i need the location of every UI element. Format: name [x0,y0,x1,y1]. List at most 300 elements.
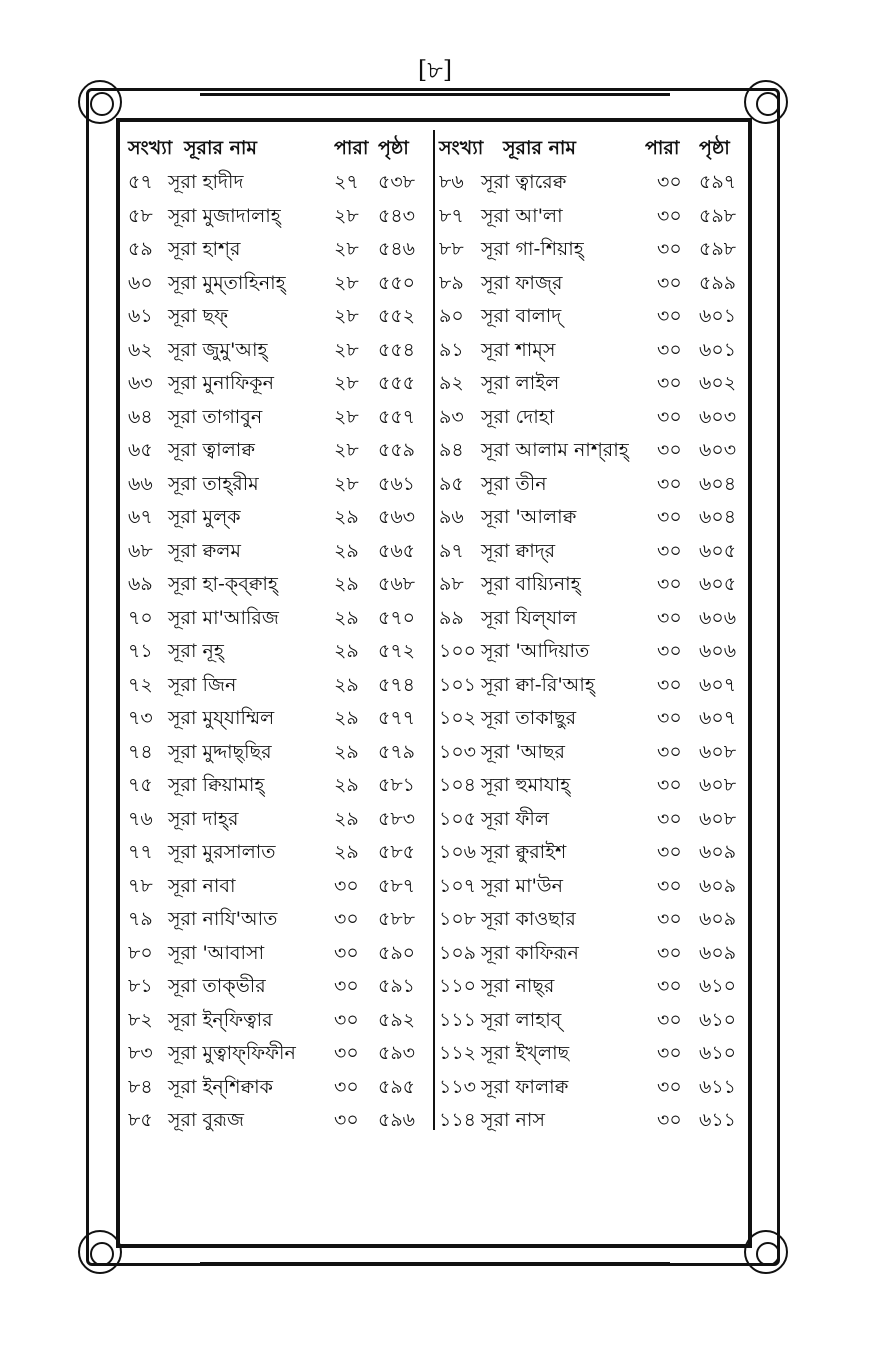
table-body [437,166,737,1138]
para-number: ৩০ [657,405,682,428]
surah-name: সূরা মুজাদালাহ্ [168,204,281,227]
surah-name: সূরা মুল্‌ক [168,506,241,528]
surah-number: ৭২ [128,673,153,696]
surah-name: সূরা ইখ্‌লাছ [481,1042,570,1064]
table-row [122,903,422,937]
surah-number: ৯৫ [439,472,464,495]
table-row [122,300,422,334]
surah-name: সূরা ক্বাদ্‌র [481,539,556,562]
table-row [122,501,422,535]
surah-name: সূরা ইন্‌শিক্বাক [168,1075,273,1098]
table-row [437,937,737,971]
para-number: ২৯ [334,673,359,696]
surah-name: সূরা শাম্‌স [481,338,556,361]
page-number-cell: ৫৪৩ [378,204,416,227]
table-row [122,602,422,636]
surah-name: সূরা তীন [481,472,547,495]
surah-number: ৮৮ [439,238,464,260]
table-row [437,535,737,569]
surah-number: ৭৮ [128,874,153,897]
page-number-cell: ৫৯২ [378,1008,416,1031]
para-number: ৩০ [334,1109,359,1131]
page-number-cell: ৬০৭ [699,707,737,729]
header-name: সূরার নাম [503,137,576,159]
page-number-cell: ৬০৯ [699,908,737,930]
para-number: ৩০ [657,841,682,863]
page-number-cell: ৫৮১ [378,774,415,796]
para-number: ২৮ [334,405,359,428]
corner-ornament-top-left [78,80,122,124]
surah-number: ১০৯ [439,941,477,964]
para-number: ৩০ [334,1008,359,1031]
para-number: ২৮ [334,305,359,327]
surah-name: সূরা নাছ্‌র [481,975,555,997]
surah-number: ৭১ [128,640,153,662]
para-number: ৩০ [657,573,682,595]
table-row [122,769,422,803]
page-number-cell: ৫৬৫ [378,539,416,562]
surah-name: সূরা কাওছার [481,908,576,930]
surah-name: সূরা ত্বারেক্ব [481,171,567,193]
surah-number: ৯৯ [439,606,464,629]
para-number: ২৮ [334,204,359,227]
para-number: ২৯ [334,740,359,763]
para-number: ৩০ [334,975,359,997]
surah-name: সূরা ফাজ্‌র [481,271,563,294]
surah-number: ৬৭ [128,506,153,528]
table-row [437,568,737,602]
page-number-cell: ৫৫৭ [378,405,416,428]
surah-number: ৭০ [128,606,153,629]
surah-number: ৯০ [439,305,464,327]
table-row [437,970,737,1004]
page-number-cell: ৬০৮ [699,774,737,796]
table-right-column [437,130,737,1138]
surah-name: সূরা জিন [168,673,237,696]
surah-number: ৬৫ [128,439,153,461]
bottom-ornament [200,1252,670,1265]
table-row [122,836,422,870]
header-para: পারা [645,137,680,159]
table-row [437,233,737,267]
table-row [437,702,737,736]
table-row [437,434,737,468]
surah-name: সূরা কাফিরূন [481,941,579,964]
para-number: ৩০ [657,305,682,327]
page-number-cell: ৫৪৬ [378,238,416,260]
table-row [437,602,737,636]
surah-number: ১১৩ [439,1075,477,1098]
surah-name: সূরা নাবা [168,874,236,897]
surah-number: ৫৭ [128,171,153,193]
para-number: ২৯ [334,707,359,729]
page-number-cell: ৫৯৮ [699,204,736,227]
para-number: ২৮ [334,472,359,495]
para-number: ৩০ [657,941,682,964]
surah-number: ৮৬ [439,171,464,193]
table-row [437,736,737,770]
surah-name: সূরা ত্বালাক্ব [168,439,255,461]
para-number: ৩০ [657,975,682,997]
table-row [122,1104,422,1138]
surah-number: ১১১ [439,1008,476,1031]
surah-name: সূরা মুরসালাত [168,841,276,863]
surah-number: ৯৭ [439,539,464,562]
page-number-cell: ৫৮৩ [378,807,416,830]
surah-number: ১০১ [439,673,477,696]
para-number: ৩০ [334,874,359,897]
para-number: ৩০ [657,271,682,294]
surah-number: ৮৭ [439,204,464,227]
page-number-cell: ৫৬৩ [378,506,416,528]
surah-number: ৬৮ [128,539,153,562]
para-number: ২৮ [334,439,359,461]
para-number: ৩০ [657,204,682,227]
para-number: ৩০ [657,238,682,260]
page-number-cell: ৬০৩ [699,405,737,428]
page-number-cell: ৫৭০ [378,606,416,629]
surah-number: ৮৯ [439,271,464,294]
surah-number: ৬২ [128,338,153,361]
para-number: ৩০ [657,171,682,193]
para-number: ৩০ [334,908,359,930]
surah-number: ৯৪ [439,439,464,461]
page-number-cell: ৫৫২ [378,305,416,327]
page-number-cell: ৫৯৫ [378,1075,415,1098]
page-number: [৮] [417,56,453,84]
page-number-cell: ৫৫০ [378,271,416,294]
para-number: ২৯ [334,640,359,662]
para-number: ৩০ [657,338,682,361]
table-row [437,635,737,669]
page-number-cell: ৬১০ [699,1008,737,1031]
corner-ornament-bottom-right [744,1230,788,1274]
para-number: ২৯ [334,606,359,629]
table-row [122,233,422,267]
page-number-cell: ৬০৯ [699,874,737,897]
page-number-cell: ৫৯১ [378,975,415,997]
surah-name: সূরা যিল্‌যাল [481,606,577,629]
table-row [122,401,422,435]
surah-name: সূরা মুত্বাফ্‌ফিফীন [168,1042,296,1064]
page-number-cell: ৬০৭ [699,673,737,696]
page-number-cell: ৬০৫ [699,539,737,562]
surah-number: ৬৪ [128,405,153,428]
surah-name: সূরা আলাম নাশ্‌রাহ্ [481,439,629,461]
para-number: ২৮ [334,238,359,260]
surah-name: সূরা দোহা [481,405,555,428]
surah-number: ৯৮ [439,573,464,595]
table-row [122,1071,422,1105]
surah-number: ৭৫ [128,774,153,796]
surah-name: সূরা মুদ্দাছ্‌ছির [168,740,272,763]
surah-number: ১০৮ [439,908,477,930]
surah-name: সূরা হাশ্‌র [168,238,241,260]
para-number: ২৮ [334,338,359,361]
corner-ornament-bottom-left [78,1230,122,1274]
surah-name: সূরা লাহাব্ [481,1008,562,1031]
surah-number: ৭৪ [128,740,153,763]
table-row [122,1004,422,1038]
surah-name: সূরা হা-ক্ব্ক্বাহ্ [168,573,278,595]
page-number-cell: ৬০৮ [699,807,737,830]
table-row [122,434,422,468]
page-number-cell: ৫৭৪ [378,673,416,696]
table-header [122,130,422,166]
table-row [122,635,422,669]
surah-number: ১০৪ [439,774,477,796]
page-number-cell: ৬০৪ [699,472,737,495]
surah-name: সূরা ছফ্ [168,305,228,327]
surah-name: সূরা হুমাযাহ্ [481,774,571,796]
table-row [122,267,422,301]
surah-number: ৫৮ [128,204,153,227]
surah-number: ৭৯ [128,908,153,930]
surah-name: সূরা মুম্‌তাহিনাহ্ [168,271,286,294]
surah-name: সূরা হাদীদ [168,171,244,193]
surah-name: সূরা আ'লা [481,204,563,227]
surah-number: ৭৩ [128,707,153,729]
table-row [437,669,737,703]
page-number-cell: ৫৫৯ [378,439,415,461]
page-number-cell: ৫৯৯ [699,271,736,294]
surah-name: সূরা লাইল [481,372,560,394]
table-row [437,300,737,334]
para-number: ৩০ [657,1075,682,1098]
page-number-cell: ৫৭৭ [378,707,416,729]
surah-name: সূরা 'আবাসা [168,941,265,964]
para-number: ২৯ [334,807,359,830]
table-row [437,803,737,837]
header-para: পারা [334,137,369,159]
surah-number: ৯৬ [439,506,464,528]
table-row [437,836,737,870]
surah-name: সূরা 'আছর [481,740,565,763]
para-number: ২৯ [334,841,359,863]
page-number-cell: ৬১০ [699,975,737,997]
surah-name: সূরা নাস [481,1109,545,1131]
table-row [437,334,737,368]
table-row [122,702,422,736]
surah-name: সূরা নাযি'আত [168,908,278,930]
table-row [437,1037,737,1071]
table-row [437,1104,737,1138]
table-row [437,769,737,803]
surah-number: ৬৩ [128,372,153,394]
table-row [122,669,422,703]
table-body [122,166,422,1138]
table-row [122,166,422,200]
para-number: ৩০ [657,372,682,394]
para-number: ২৯ [334,539,359,562]
surah-name: সূরা ইন্‌ফিত্বার [168,1008,273,1031]
surah-number: ৭৭ [128,841,153,863]
page-number-cell: ৫৫৫ [378,372,415,394]
page-number-cell: ৬০৬ [699,606,737,629]
para-number: ২৯ [334,774,359,796]
page-number-cell: ৬০৮ [699,740,737,763]
para-number: ৩০ [657,606,682,629]
surah-name: সূরা তাক্‌ভীর [168,975,266,997]
surah-name: সূরা মুয্‌যাম্মিল [168,707,275,729]
surah-name: সূরা বায়্যিনাহ্ [481,573,581,595]
page-number-cell: ৬০৫ [699,573,737,595]
table-row [437,468,737,502]
table-row [122,803,422,837]
page-number-cell: ৫৩৮ [378,171,416,193]
page-number-cell: ৫৯৩ [378,1042,416,1064]
para-number: ২৭ [334,171,359,193]
table-row [122,568,422,602]
table-row [437,166,737,200]
surah-name: সূরা 'আদিয়াত [481,640,590,662]
para-number: ৩০ [657,1042,682,1064]
surah-name: সূরা মুনাফিকূন [168,372,274,394]
page-number-cell: ৫৬৮ [378,573,416,595]
page-number-cell: ৬১০ [699,1042,737,1064]
table-row [437,903,737,937]
para-number: ৩০ [657,874,682,897]
surah-number: ১১০ [439,975,477,997]
page-number-cell: ৬১১ [699,1075,737,1098]
page-number-cell: ৬০১ [699,338,737,361]
surah-number: ৮২ [128,1008,153,1031]
page-number-cell: ৬০৬ [699,640,737,662]
surah-name: সূরা তাকাছুর [481,707,577,729]
surah-number: ৯২ [439,372,464,394]
surah-number: ৬০ [128,271,153,294]
page-number-cell: ৫৭২ [378,640,416,662]
surah-number: ১০৫ [439,807,477,830]
para-number: ৩০ [657,1109,682,1131]
surah-name: সূরা তাগাবুন [168,405,263,428]
table-row [437,1004,737,1038]
table-row [122,334,422,368]
surah-number: ১০০ [439,640,477,662]
page-number-cell: ৬০৯ [699,941,737,964]
surah-number: ৬১ [128,305,153,327]
table-header [437,130,737,166]
surah-number: ৯৩ [439,405,464,428]
table-row [437,1071,737,1105]
para-number: ৩০ [657,539,682,562]
surah-number: ৮১ [128,975,153,997]
header-number: সংখ্যা [128,137,173,159]
para-number: ৩০ [657,472,682,495]
header-page: পৃষ্ঠা [378,137,409,159]
surah-number: ১০৭ [439,874,477,897]
page-number-cell: ৫৯৬ [378,1109,416,1131]
table-row [437,200,737,234]
table-left-column [122,130,422,1138]
para-number: ৩০ [657,640,682,662]
para-number: ২৮ [334,271,359,294]
surah-number: ১০২ [439,707,477,729]
header-number: সংখ্যা [439,137,484,159]
header-page: পৃষ্ঠা [699,137,730,159]
table-row [122,870,422,904]
surah-name: সূরা 'আলাক্ব [481,506,577,528]
para-number: ৩০ [657,707,682,729]
surah-name: সূরা জুমু'আহ্ [168,338,268,361]
para-number: ৩০ [657,908,682,930]
column-divider [433,130,435,1130]
para-number: ৩০ [334,1075,359,1098]
surah-name: সূরা দাহ্‌র [168,807,239,830]
surah-name: সূরা ক্বুরাইশ [481,841,567,863]
table-row [122,200,422,234]
para-number: ৩০ [657,506,682,528]
surah-number: ৬৯ [128,573,153,595]
surah-name: সূরা ফালাক্ব [481,1075,569,1098]
table-row [437,870,737,904]
surah-number: ৭৬ [128,807,153,830]
header-name: সূরার নাম [184,137,257,159]
page-number-cell: ৬০৩ [699,439,737,461]
para-number: ৩০ [334,941,359,964]
corner-ornament-top-right [744,80,788,124]
surah-number: ৮০ [128,941,153,964]
table-row [122,937,422,971]
surah-name: সূরা ক্বা-রি'আহ্ [481,673,595,696]
surah-number: ১১৪ [439,1109,476,1131]
page-number-cell: ৫৯৭ [699,171,737,193]
para-number: ৩০ [657,1008,682,1031]
table-row [122,736,422,770]
top-ornament [200,93,670,106]
surah-name: সূরা বালাদ্ [481,305,562,327]
para-number: ৩০ [657,740,682,763]
page-number-cell: ৫৯৮ [699,238,736,260]
page-number-cell: ৬১১ [699,1109,737,1131]
surah-name: সূরা বুরূজ [168,1109,244,1131]
para-number: ৩০ [657,439,682,461]
table-row [122,468,422,502]
page-number-cell: ৫৯০ [378,941,416,964]
para-number: ৩০ [657,807,682,830]
para-number: ২৮ [334,372,359,394]
surah-number: ৮৫ [128,1109,153,1131]
page-number-cell: ৫৫৪ [378,338,415,361]
table-row [122,970,422,1004]
surah-name: সূরা ক্বলম [168,539,241,562]
para-number: ২৯ [334,506,359,528]
para-number: ৩০ [657,774,682,796]
surah-name: সূরা ফীল [481,807,550,830]
surah-number: ১১২ [439,1042,477,1064]
para-number: ২৯ [334,573,359,595]
para-number: ৩০ [657,673,682,696]
page-number-cell: ৬০৪ [699,506,737,528]
page-number-cell: ৫৬১ [378,472,416,495]
table-row [122,367,422,401]
surah-number: ১০৬ [439,841,477,863]
page-number-cell: ৫৮৮ [378,908,415,930]
table-row [437,367,737,401]
page-number-cell: ৫৭৯ [378,740,416,763]
surah-name: সূরা নূহ্ [168,640,224,662]
page-number-cell: ৬০৯ [699,841,737,863]
surah-number: ১০৩ [439,740,477,763]
table-row [122,535,422,569]
page-number-cell: ৬০১ [699,305,737,327]
page-number-cell: ৫৮৭ [378,874,416,897]
table-row [437,501,737,535]
surah-number: ৯১ [439,338,464,361]
table-row [437,401,737,435]
table-row [122,1037,422,1071]
surah-name: সূরা মা'আরিজ [168,606,279,629]
